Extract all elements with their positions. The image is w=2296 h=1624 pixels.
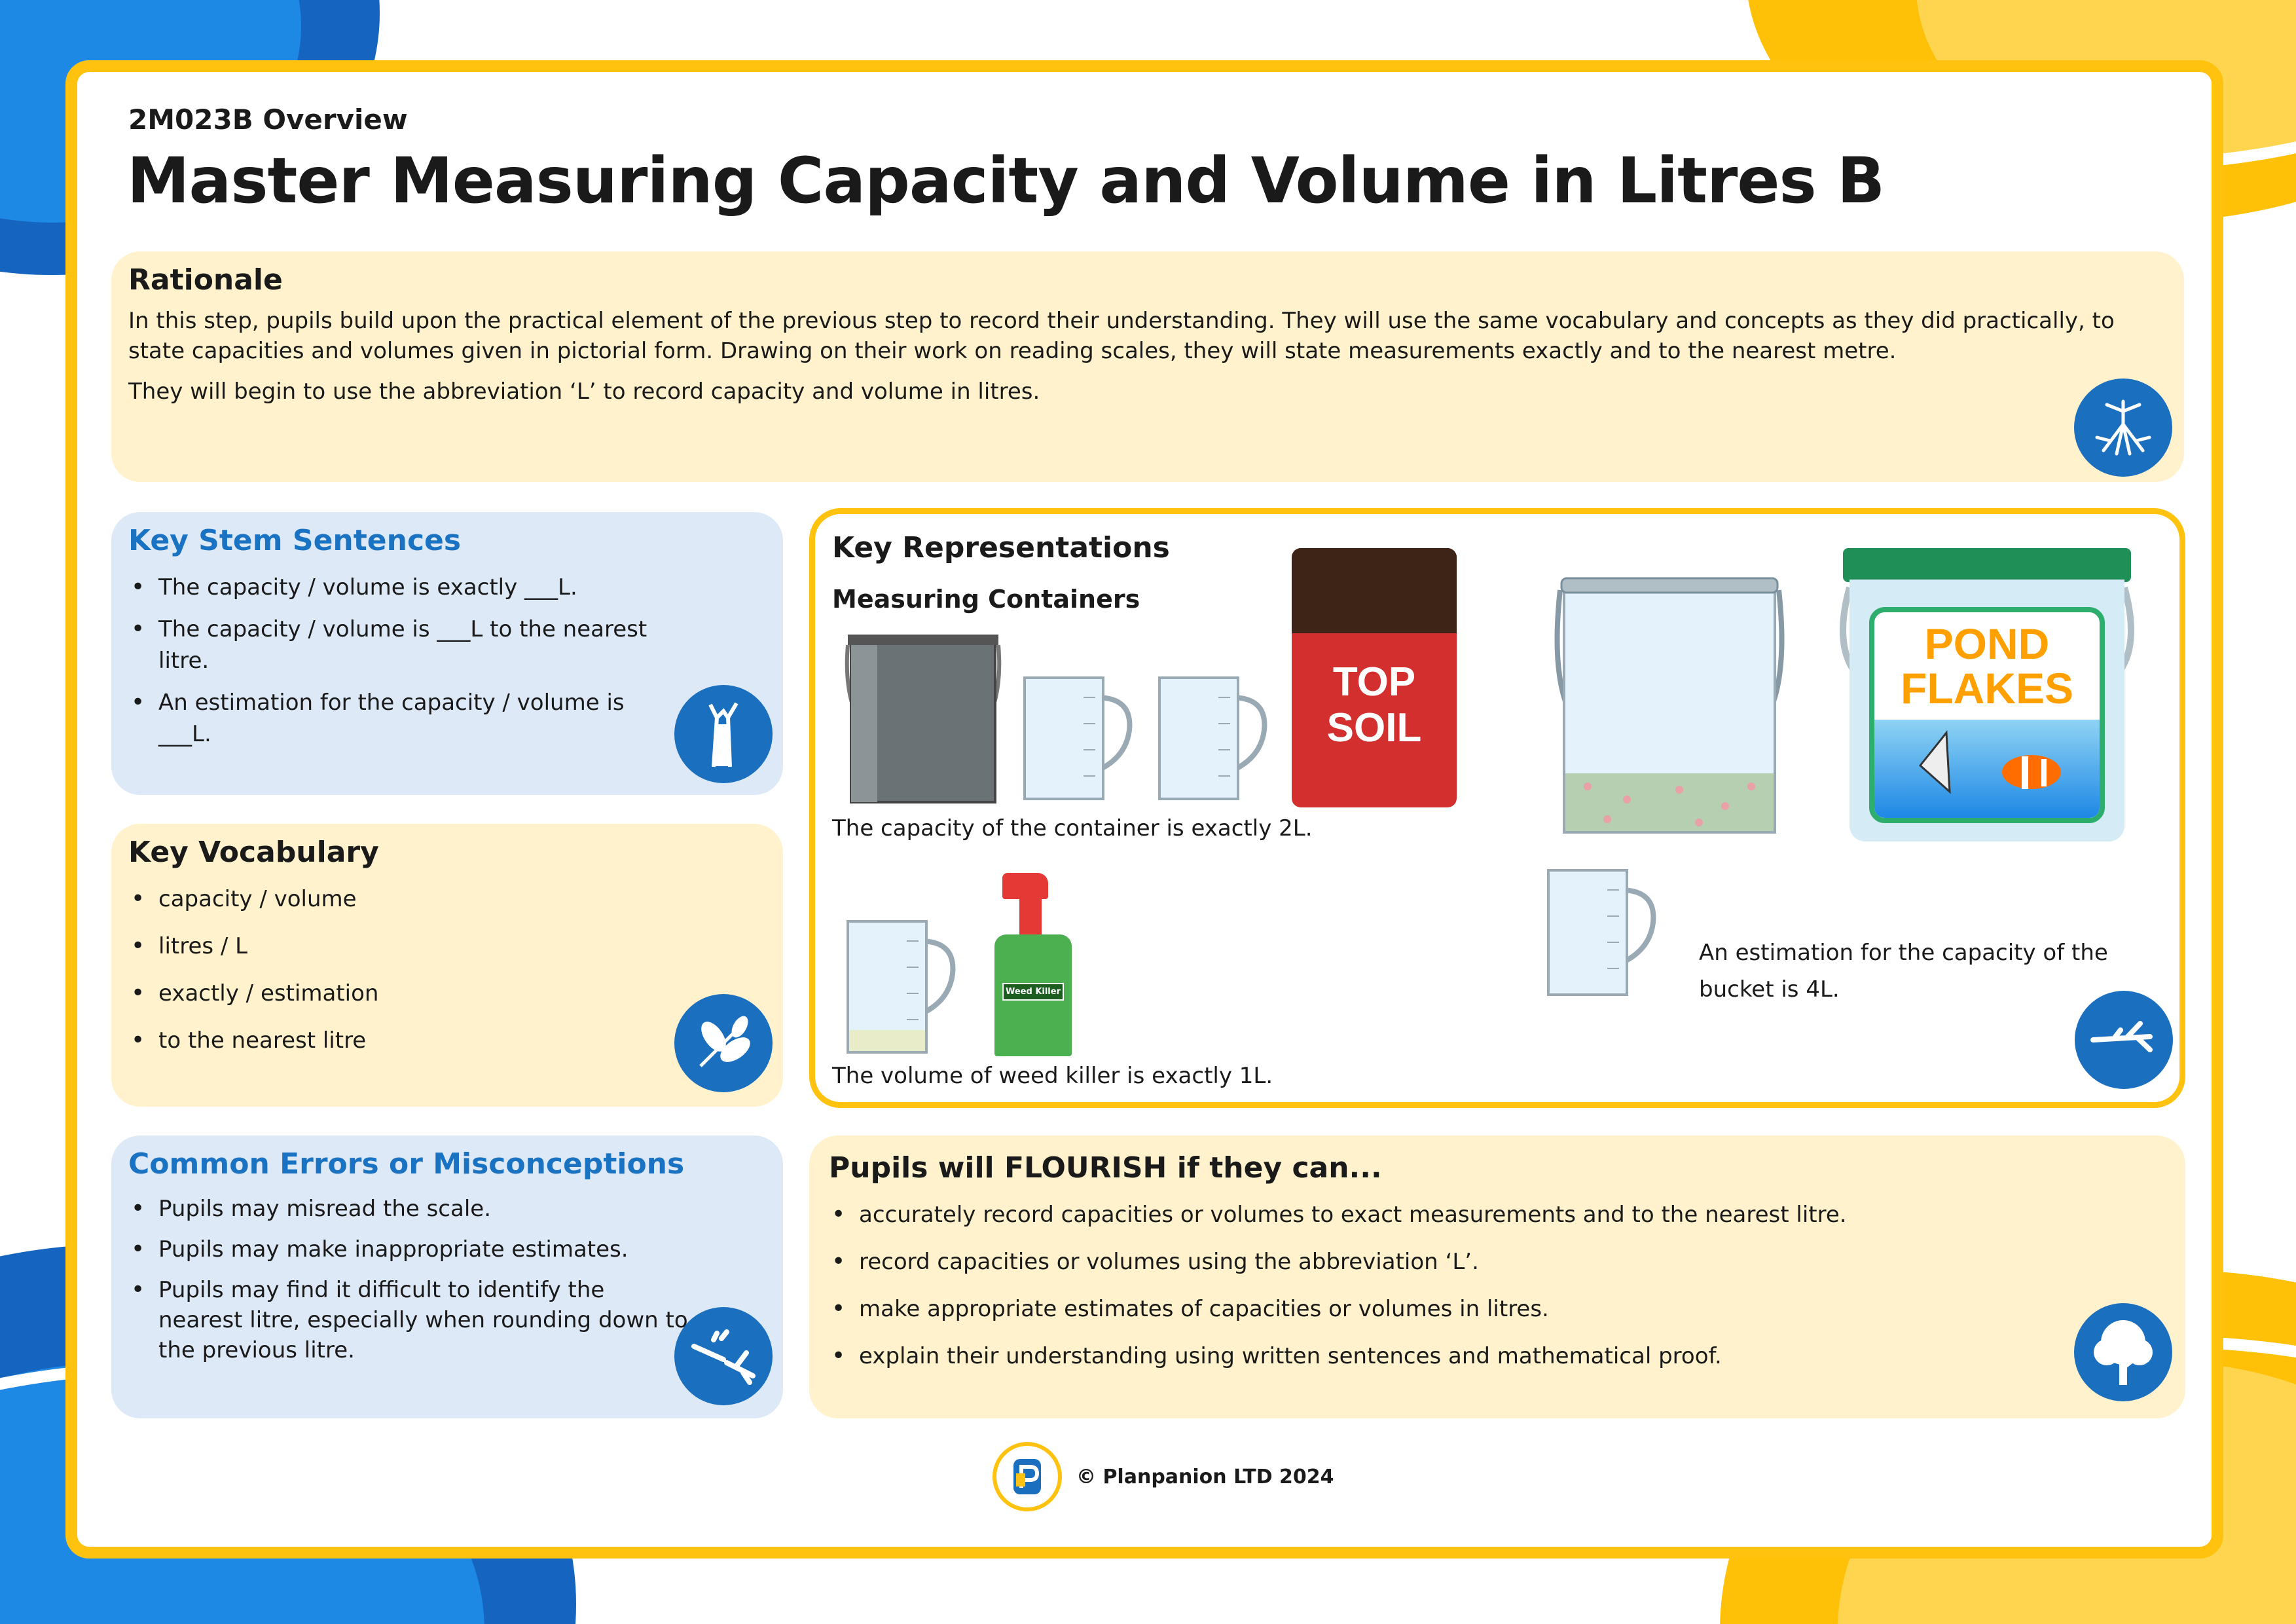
representations-heading: Key Representations: [832, 531, 1170, 564]
vocabulary-item: • litres / L: [128, 931, 766, 962]
footer: [993, 1442, 1334, 1511]
soil-label-line-1: TOP: [1332, 659, 1416, 705]
vocabulary-item: • capacity / volume: [128, 883, 766, 915]
stem-panel: [111, 512, 783, 795]
soil-label-line-2: SOIL: [1326, 705, 1422, 750]
errors-panel: [111, 1135, 783, 1418]
caption-weed-killer: The volume of weed killer is exactly 1L.: [832, 1063, 1273, 1089]
overview-code: 2M023B Overview: [128, 103, 408, 136]
measuring-jug-estimation: [1542, 864, 1673, 1001]
flourish-panel: [809, 1135, 2185, 1418]
caption-container-capacity: The capacity of the container is exactly 2L.: [832, 815, 1313, 841]
vocabulary-item: • exactly / estimation: [128, 978, 766, 1009]
clear-bucket-with-gravel: [1548, 570, 1791, 839]
planpanion-logo: [993, 1442, 1062, 1511]
pond-label-line-1: POND: [1924, 619, 2050, 668]
rationale-heading: Rationale: [128, 263, 283, 297]
stem-item: • The capacity / volume is exactly ___L.: [128, 572, 665, 603]
branch-icon: [2075, 991, 2173, 1089]
leaves-icon: [674, 994, 773, 1092]
caption-bucket-estimation: An estimation for the capacity of the bucket is 4L.: [1699, 940, 2108, 1003]
errors-heading: Common Errors or Misconceptions: [128, 1147, 685, 1181]
top-soil-bag-image: [1292, 548, 1457, 807]
tree-icon: [2074, 1303, 2172, 1401]
rationale-paragraph-2: They will begin to use the abbreviation ‘L’ to record capacity and volume in litres.: [128, 378, 1040, 405]
copyright-text: © Planpanion LTD 2024: [1076, 1465, 1334, 1488]
error-item: • Pupils may misread the scale.: [128, 1194, 691, 1224]
flourish-heading: Pupils will FLOURISH if they can...: [829, 1151, 1382, 1185]
flourish-item: • explain their understanding using written sentences and mathematical proof.: [829, 1340, 2166, 1372]
vocabulary-heading: Key Vocabulary: [128, 836, 379, 869]
grey-bucket-image: [841, 632, 1005, 809]
page-title: Master Measuring Capacity and Volume in Litres B: [127, 144, 1885, 217]
representations-subheading: Measuring Containers: [832, 585, 1140, 614]
roots-icon: [2074, 378, 2172, 477]
weed-killer-spray-image: [991, 873, 1076, 1056]
rationale-paragraph-1: In this step, pupils build upon the practical element of the previous step to record their understanding. They will use the same vocabulary and concepts as they did practically, to state capacities and volumes given in pictorial form. Drawing on their work on reading scales, they will state measurements exactly and to the nearest metre.: [128, 308, 2115, 364]
representations-panel: [809, 508, 2185, 1108]
broken-branch-icon: [674, 1307, 773, 1405]
pond-flakes-tub-image: [1830, 548, 2144, 843]
measuring-jug-empty-1: [1018, 671, 1149, 802]
vocabulary-item: • to the nearest litre: [128, 1025, 766, 1056]
spray-label: Weed Killer: [1002, 983, 1064, 1001]
stem-item: • An estimation for the capacity / volume is ___L.: [128, 687, 665, 750]
measuring-jug-partly-filled: [841, 915, 972, 1059]
error-item: • Pupils may find it difficult to identify the nearest litre, especially when rounding down to the previous litre.: [128, 1275, 691, 1365]
flourish-item: • record capacities or volumes using the abbreviation ‘L’.: [829, 1246, 2166, 1278]
stem-heading: Key Stem Sentences: [128, 524, 462, 557]
vocabulary-panel: [111, 824, 783, 1107]
error-item: • Pupils may make inappropriate estimates.: [128, 1234, 691, 1264]
measuring-jug-empty-2: [1153, 671, 1284, 802]
flourish-item: • make appropriate estimates of capacities or volumes in litres.: [829, 1293, 2166, 1325]
stem-item: • The capacity / volume is ___L to the nearest litre.: [128, 614, 665, 676]
pond-label-line-2: FLAKES: [1901, 664, 2073, 712]
trunk-icon: [674, 685, 773, 783]
flourish-item: • accurately record capacities or volumes to exact measurements and to the nearest litre.: [829, 1199, 2166, 1230]
rationale-panel: [111, 251, 2184, 482]
